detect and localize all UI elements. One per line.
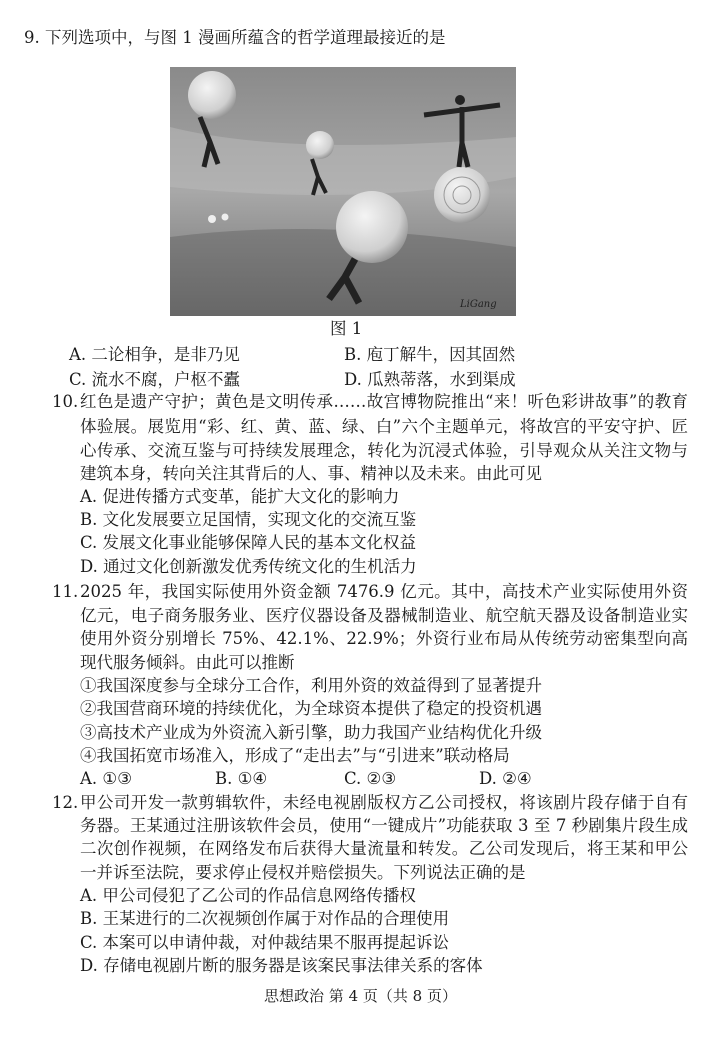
question-number: 9. xyxy=(24,28,40,47)
question-number: 10. xyxy=(52,392,79,411)
option-d[interactable]: D. 通过文化创新激发优秀传统文化的生机活力 xyxy=(80,557,417,576)
question-stem-line: 一并诉至法院，要求停止侵权并赔偿损失。下列说法正确的是 xyxy=(80,863,526,882)
option-c[interactable]: C. 本案可以申请仲裁，对仲裁结果不服再提起诉讼 xyxy=(80,933,450,952)
statement-1: ①我国深度参与全球分工合作，利用外资的效益得到了显著提升 xyxy=(80,676,542,695)
question-stem: 下列选项中，与图 1 漫画所蕴含的哲学道理最接近的是 xyxy=(45,28,446,47)
question-stem-line: 2025 年，我国实际使用外资金额 7476.9 亿元。其中，高技术产业实际使用外资 xyxy=(80,582,688,601)
question-stem-line: 建筑本身，转向关注其背后的人、事、精神以及未来。由此可见 xyxy=(80,464,542,483)
option-b[interactable]: B. 王某进行的二次视频创作属于对作品的合理使用 xyxy=(80,909,450,928)
option-b[interactable]: B. ①④ xyxy=(215,769,268,788)
option-a[interactable]: A. 二论相争，是非乃见 xyxy=(69,345,240,364)
option-b[interactable]: B. 庖丁解牛，因其固然 xyxy=(344,345,516,364)
question-stem-line: 心传承、交流互鉴与可持续发展理念，转化为沉浸式体验，引导观众从关注文物与 xyxy=(80,441,688,460)
option-d[interactable]: D. 存储电视剧片断的服务器是该案民事法律关系的客体 xyxy=(80,956,483,975)
question-9 xyxy=(24,27,446,49)
question-number: 12. xyxy=(52,793,79,812)
option-d[interactable]: D. ②④ xyxy=(479,769,532,788)
question-stem-line: 红色是遗产守护；黄色是文明传承……故宫博物院推出“来！听色彩讲故事”的教育 xyxy=(80,392,688,411)
option-c[interactable]: C. 流水不腐，户枢不蠹 xyxy=(69,370,241,389)
statement-4: ④我国拓宽市场准入，形成了“走出去”与“引进来”联动格局 xyxy=(80,746,510,765)
option-a[interactable]: A. 甲公司侵犯了乙公司的作品信息网络传播权 xyxy=(80,886,416,905)
statement-2: ②我国营商环境的持续优化，为全球资本提供了稳定的投资机遇 xyxy=(80,699,542,718)
option-a[interactable]: A. 促进传播方式变革，能扩大文化的影响力 xyxy=(80,487,400,506)
question-stem-line: 亿元，电子商务服务业、医疗仪器设备及器械制造业、航空航天器及设备制造业实 xyxy=(80,606,688,625)
option-c[interactable]: C. 发展文化事业能够保障人民的基本文化权益 xyxy=(80,533,417,552)
figure-caption: 图 1 xyxy=(330,319,363,338)
page-footer: 思想政治 第 4 页（共 8 页） xyxy=(264,987,457,1005)
question-stem-line: 务器。王某通过注册该软件会员，使用“一键成片”功能获取 3 至 7 秒剧集片段生成 xyxy=(80,816,688,835)
question-number: 11. xyxy=(52,582,79,601)
question-stem-line: 使用外资分别增长 75%、42.1%、22.9%；外资行业布局从传统劳动密集型向高 xyxy=(80,629,688,648)
option-d[interactable]: D. 瓜熟蒂落，水到渠成 xyxy=(344,370,516,389)
option-a[interactable]: A. ①③ xyxy=(80,769,132,788)
statement-3: ③高技术产业成为外资流入新引擎，助力我国产业结构优化升级 xyxy=(80,723,542,742)
question-stem-line: 现代服务倾斜。由此可以推断 xyxy=(80,653,295,672)
svg-text:LiGang: LiGang xyxy=(460,299,497,310)
question-stem-line: 甲公司开发一款剪辑软件，未经电视剧版权方乙公司授权，将该剧片段存储于自有 xyxy=(80,793,688,812)
question-stem-line: 二次创作视频，在网络发布后获得大量流量和转发。乙公司发现后，将王某和甲公 xyxy=(80,839,688,858)
option-c[interactable]: C. ②③ xyxy=(344,769,397,788)
option-b[interactable]: B. 文化发展要立足国情，实现文化的交流互鉴 xyxy=(80,510,417,529)
figure-1-cartoon xyxy=(170,67,516,316)
question-stem-line: 体验展。展览用“彩、红、黄、蓝、绿、白”六个主题单元，将故宫的平安守护、匠 xyxy=(80,417,688,436)
